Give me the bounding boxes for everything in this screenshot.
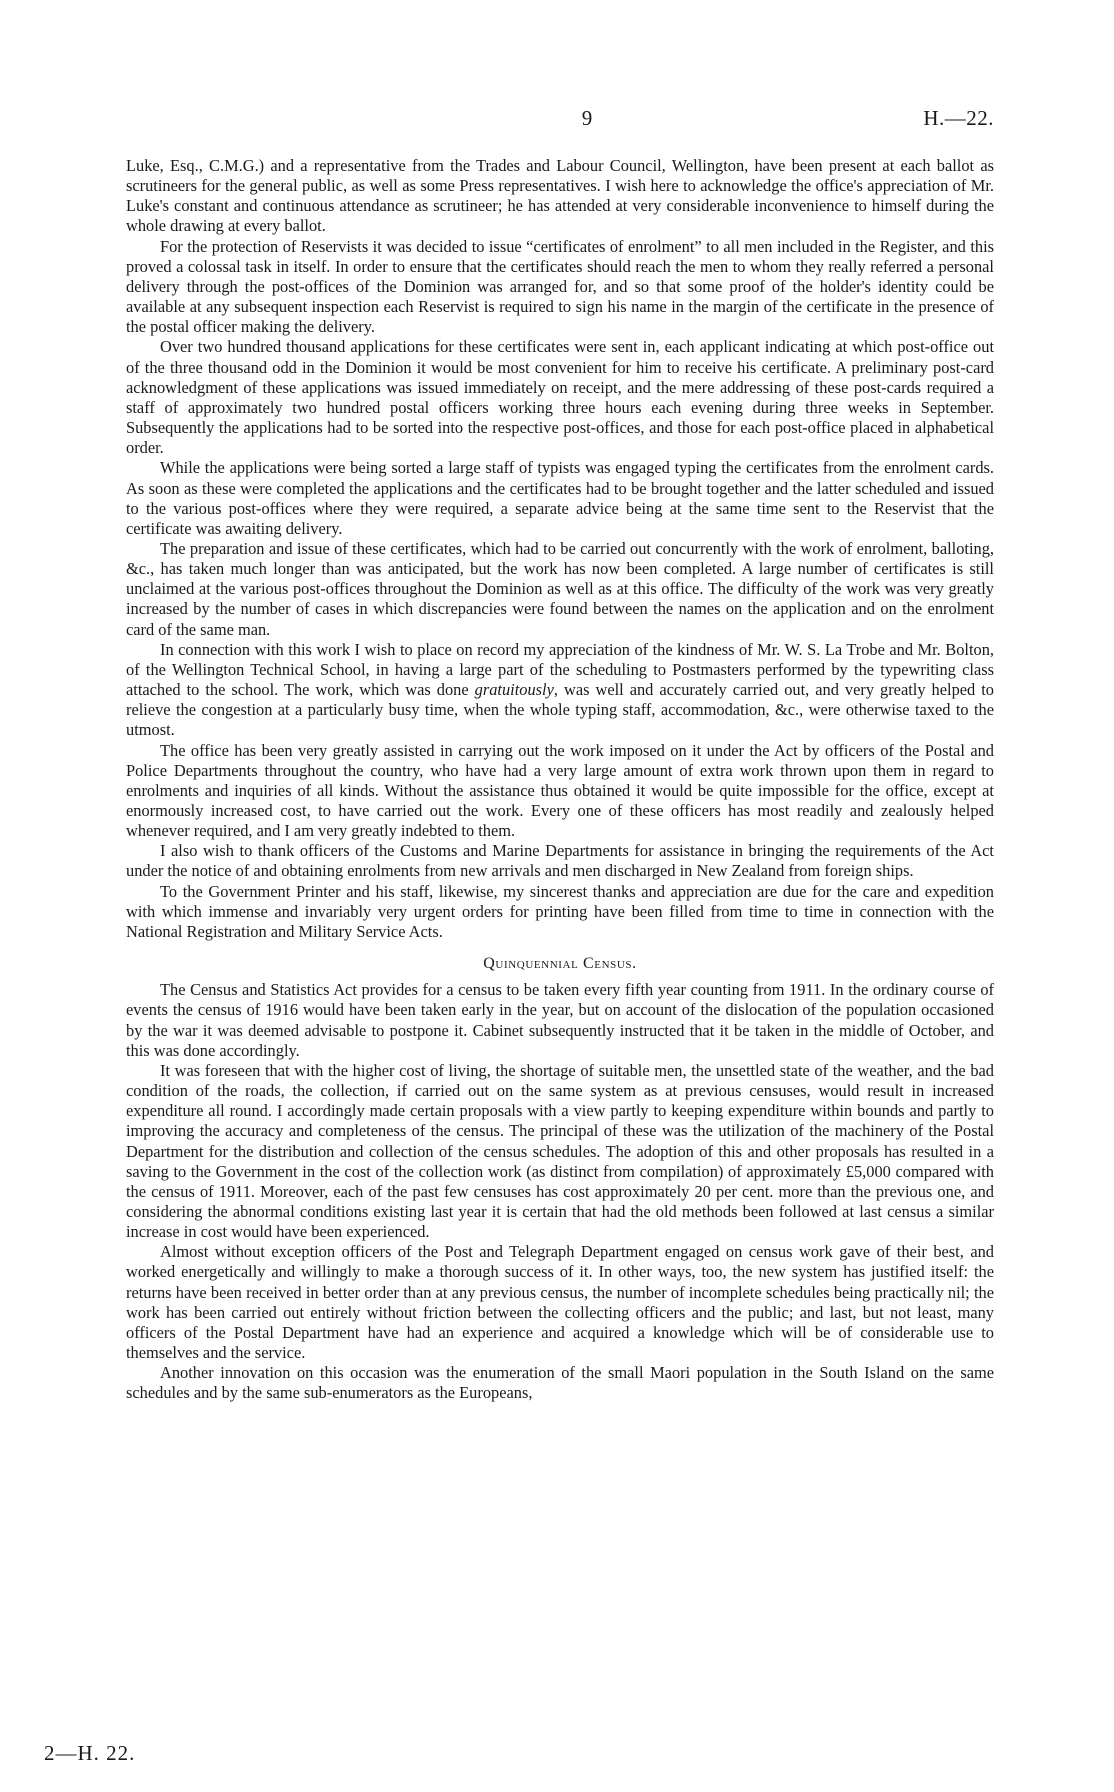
paragraph-post-telegraph: Almost without exception officers of the Post and Telegraph Department engaged on census work gave of their best, and worked energetically and willingly to make a thorough success of it. In other ways, too, the new system has justified itself: the returns have been received in better order than at any previous census, the number of incomplete schedules being practically nil; the work has been carried out entirely without friction between the collecting officers and the public; and last, but not least, many officers of the Postal Department have had an experience and acquired a knowledge which will be of considerable use to themselves and the service. [126,1242,994,1363]
paragraph-text: , was well and accurately carried out, and very greatly helped to relieve the congestion at a particularly busy time, when the whole typing staff, accommodation, &c., were otherwise taxed to the utmost. [126,680,994,740]
paragraph-census-cost: It was foreseen that with the higher cost of living, the shortage of suitable men, the unsettled state of the weather, and the bad condition of the roads, the collection, if carried out on the same system as at previous censuses, would result in increased expenditure all round. I accordingly made certain proposals with a view partly to keeping expenditure within bounds and partly to improving the accuracy and completeness of the census. The principal of these was the utilization of the machinery of the Postal Department for the distribution and collection of the census schedules. The adoption of this and other proposals has resulted in a saving to the Government in the cost of the collection work (as distinct from compilation) of approximately £5,000 compared with the census of 1911. Moreover, each of the past few censuses has cost approximately 20 per cent. more than the previous one, and considering the abnormal conditions existing last year it is certain that had the old methods been followed at last census a similar increase in cost would have been experienced. [126,1060,994,1242]
body-text [126,156,994,1404]
paragraph-certificates-of-enrolment: For the protection of Reservists it was decided to issue “certificates of enrolment” to all men included in the Register, and this proved a colossal task in itself. In order to ensure that the certificates should reach the men to whom they really referred a personal delivery through the post-offices of the Dominion was arranged for, and so that some proof of the holder's identity could be available at any subsequent inspection each Reservist is required to sign his name in the margin of the certificate in the presence of the postal officer making the delivery. [126,236,994,337]
paragraph-customs-marine: I also wish to thank officers of the Customs and Marine Departments for assistance in bringing the requirements of the Act under the notice of and obtaining enrolments from new arrivals and men discharged in New Zealand from foreign ships. [126,841,994,881]
page-header [126,106,994,140]
document-page [126,0,994,1792]
paragraph-census-act: The Census and Statistics Act provides for a census to be taken every fifth year counting from 1911. In the ordinary course of events the census of 1916 would have been taken early in the year, but on account of the dislocation of the population occasioned by the war it was deemed advisable to postpone it. Cabinet subsequently instructed that it be taken in the middle of October, and this was done accordingly. [126,980,994,1060]
paragraph-typists: While the applications were being sorted a large staff of typists was engaged typing the certificates from the enrolment cards. As soon as these were completed the applications and the certificates had to be brought together and the latter scheduled and issued to the various post-offices where they were required, a separate advice being at the same time sent to the Reservist that the certificate was awaiting delivery. [126,458,994,538]
paragraph-postal-police: The office has been very greatly assisted in carrying out the work imposed on it under the Act by officers of the Postal and Police Departments throughout the country, who have had a very large amount of extra work thrown upon them in regard to enrolments and inquiries of all kinds. Without the assistance thus obtained it would be quite impossible for the office, except at enormously increased cost, to have carried out the work. Every one of these officers has most readily and zealously helped whenever required, and I am very greatly indebted to them. [126,740,994,841]
page-number: 9 [581,106,593,130]
footer-signature: 2—H. 22. [44,1741,136,1765]
italic-word: gratuitously [474,680,554,700]
paragraph-scrutineers: Luke, Esq., C.M.G.) and a representative from the Trades and Labour Council, Wellington, have been present at each ballot as scrutineers for the general public, as well as some Press representatives. I wish here to acknowledge the office's appreciation of Mr. Luke's constant and continuous attendance as scrutineer; he has attended at very considerable inconvenience to himself during the whole drawing at every ballot. [126,156,994,236]
paragraph-preparation-issue: The preparation and issue of these certificates, which had to be carried out concurrently with the work of enrolment, balloting, &c., has taken much longer than was anticipated, but the work has now been completed. A large number of certificates is still unclaimed at the various post-offices throughout the Dominion as well as at this office. The difficulty of the work was very greatly increased by the number of cases in which discrepancies were found between the names on the application and on the enrolment card of the same man. [126,538,994,639]
document-reference: H.—22. [923,106,994,130]
paragraph-technical-school [126,640,994,741]
paragraph-government-printer: To the Government Printer and his staff, likewise, my sincerest thanks and appreciation are due for the care and expedition with which immense and invariably very urgent orders for printing have been filled from time to time in connection with the National Registration and Military Service Acts. [126,881,994,941]
paragraph-applications: Over two hundred thousand applications for these certificates were sent in, each applicant indicating at which post-office out of the three thousand odd in the Dominion it would be most convenient for him to receive his certificate. A preliminary post-card acknowledgment of these applications was issued immediately on receipt, and the mere addressing of these post-cards required a staff of approximately two hundred postal officers working three hours each evening during three weeks in September. Subsequently the applications had to be sorted into the respective post-offices, and those for each post-office placed in alphabetical order. [126,337,994,458]
section-heading-census: Quinquennial Census. [483,955,637,973]
paragraph-maori-enumeration: Another innovation on this occasion was the enumeration of the small Maori population in the South Island on the same schedules and by the same sub-enumerators as the Europeans, [126,1363,994,1403]
paragraph-text: In connection with this work I wish to place on record my appreciation of the kindness of Mr. W. S. La Trobe and Mr. Bolton, of the Wellington Technical School, in having a large part of the scheduling to Postmasters performed by the typewriting class attached to the school. The work, which was done [126,639,994,700]
